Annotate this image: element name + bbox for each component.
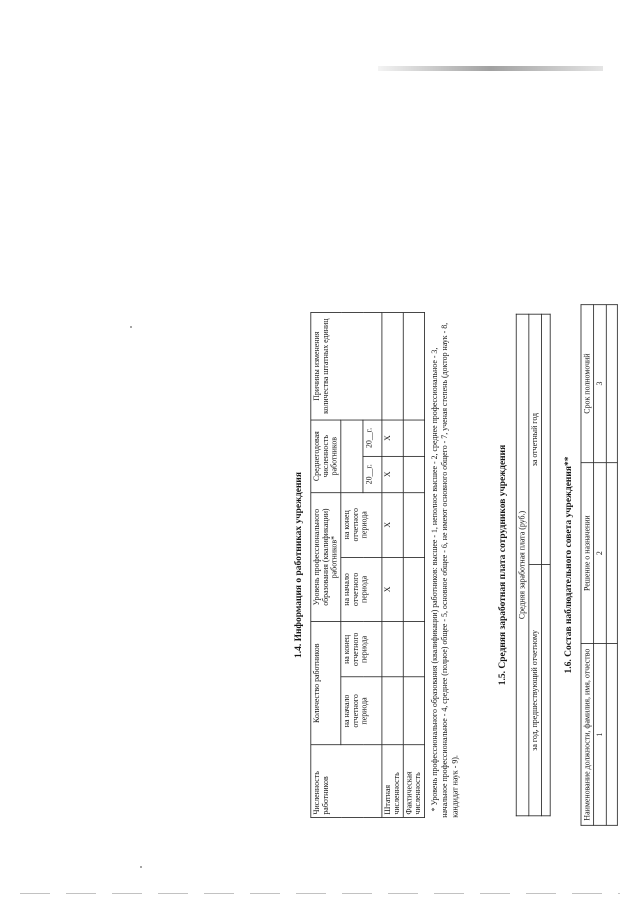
board-table xyxy=(581,304,618,825)
column-number: 3 xyxy=(594,305,607,463)
section-1-6-title: 1.6. Состав наблюдательного совета учреждения** xyxy=(562,456,574,674)
header-start: на начало отчетного периода xyxy=(341,677,382,745)
salary-table xyxy=(516,314,551,816)
table-cell xyxy=(403,492,424,557)
header-edu-start: на начало отчетного периода xyxy=(341,557,382,622)
row-label: Фактическая численность xyxy=(403,745,424,818)
header-edu-level: Уровень профессионального образования (квалификации) работников* xyxy=(311,492,341,621)
header-year-b: 20__г. xyxy=(363,420,382,456)
header-count-col: Численность работников xyxy=(311,745,382,818)
table-cell xyxy=(382,622,403,677)
scan-artifact-bottom xyxy=(20,893,620,894)
board-col-term: Срок полномочий xyxy=(581,305,594,463)
table-row xyxy=(594,305,607,826)
table-cell xyxy=(403,313,424,420)
table-cell xyxy=(403,622,424,677)
salary-col-curr: за отчетный год xyxy=(529,314,542,565)
table-cell: X xyxy=(382,557,403,622)
table-cell: X xyxy=(382,456,403,492)
table-row xyxy=(541,314,550,816)
section-1-6 xyxy=(562,304,617,825)
section-1-4 xyxy=(292,312,460,818)
table-cell xyxy=(382,313,403,420)
board-col-name: Наименование должности, фамилия, имя, отчество xyxy=(581,644,594,825)
header-year-a: 20__г. xyxy=(363,456,382,492)
section-1-4-title: 1.4. Информация о работниках учреждения xyxy=(292,472,304,659)
rotated-document-page xyxy=(292,281,640,850)
workers-table xyxy=(310,312,425,818)
table-cell: X xyxy=(382,492,403,557)
table-cell xyxy=(403,557,424,622)
table-cell xyxy=(403,456,424,492)
board-col-decision: Решение о назначении xyxy=(581,462,594,643)
header-workers-count: Количество работников xyxy=(311,622,341,745)
table-cell xyxy=(606,462,617,643)
header-avg: Среднегодовая численность работников xyxy=(311,420,341,493)
table-cell xyxy=(606,305,617,463)
table-row xyxy=(382,313,403,818)
table-cell: X xyxy=(382,420,403,456)
header-end: на конец отчетного периода xyxy=(341,622,382,677)
row-label: Штатная численность xyxy=(382,745,403,818)
table-cell xyxy=(541,314,550,565)
table-header-row xyxy=(516,314,529,816)
header-edu-end: на конец отчетного периода xyxy=(341,492,382,557)
scan-speck xyxy=(140,866,142,868)
section-1-5-title: 1.5. Средняя заработная плата сотрудников учреждения xyxy=(496,444,508,686)
table-cell xyxy=(606,644,617,825)
table-row xyxy=(403,313,424,818)
table-cell xyxy=(403,677,424,745)
table-header-row xyxy=(529,314,542,816)
table-cell xyxy=(403,420,424,456)
header-avg-blank xyxy=(341,420,363,493)
scan-speck xyxy=(130,326,132,328)
table-header-row xyxy=(581,305,594,826)
column-number: 1 xyxy=(594,644,607,825)
section-1-5 xyxy=(496,312,551,818)
column-number: 2 xyxy=(594,462,607,643)
table-header-row xyxy=(311,313,341,818)
table-row xyxy=(606,305,617,826)
table-cell xyxy=(541,565,550,816)
table-cell xyxy=(382,677,403,745)
scan-artifact-top xyxy=(378,66,603,71)
salary-col-prev: за год, предшествующий отчетному xyxy=(529,565,542,816)
header-reasons: Причины изменения количества штатных единиц xyxy=(311,313,382,420)
salary-header: Средняя заработная плата (руб.) xyxy=(516,314,529,816)
edu-level-footnote: * Уровень профессионального образования (квалификации) работников: высшее - 1, неполное высшее - 2, среднее профессиональное - 3, начальное профессиональное - 4, среднее (полное) общее - 5, основное общее - 6, не имеют основного общего - 7, ученая степень (доктор наук - 8, кандидат наук - 9). xyxy=(430,322,460,818)
